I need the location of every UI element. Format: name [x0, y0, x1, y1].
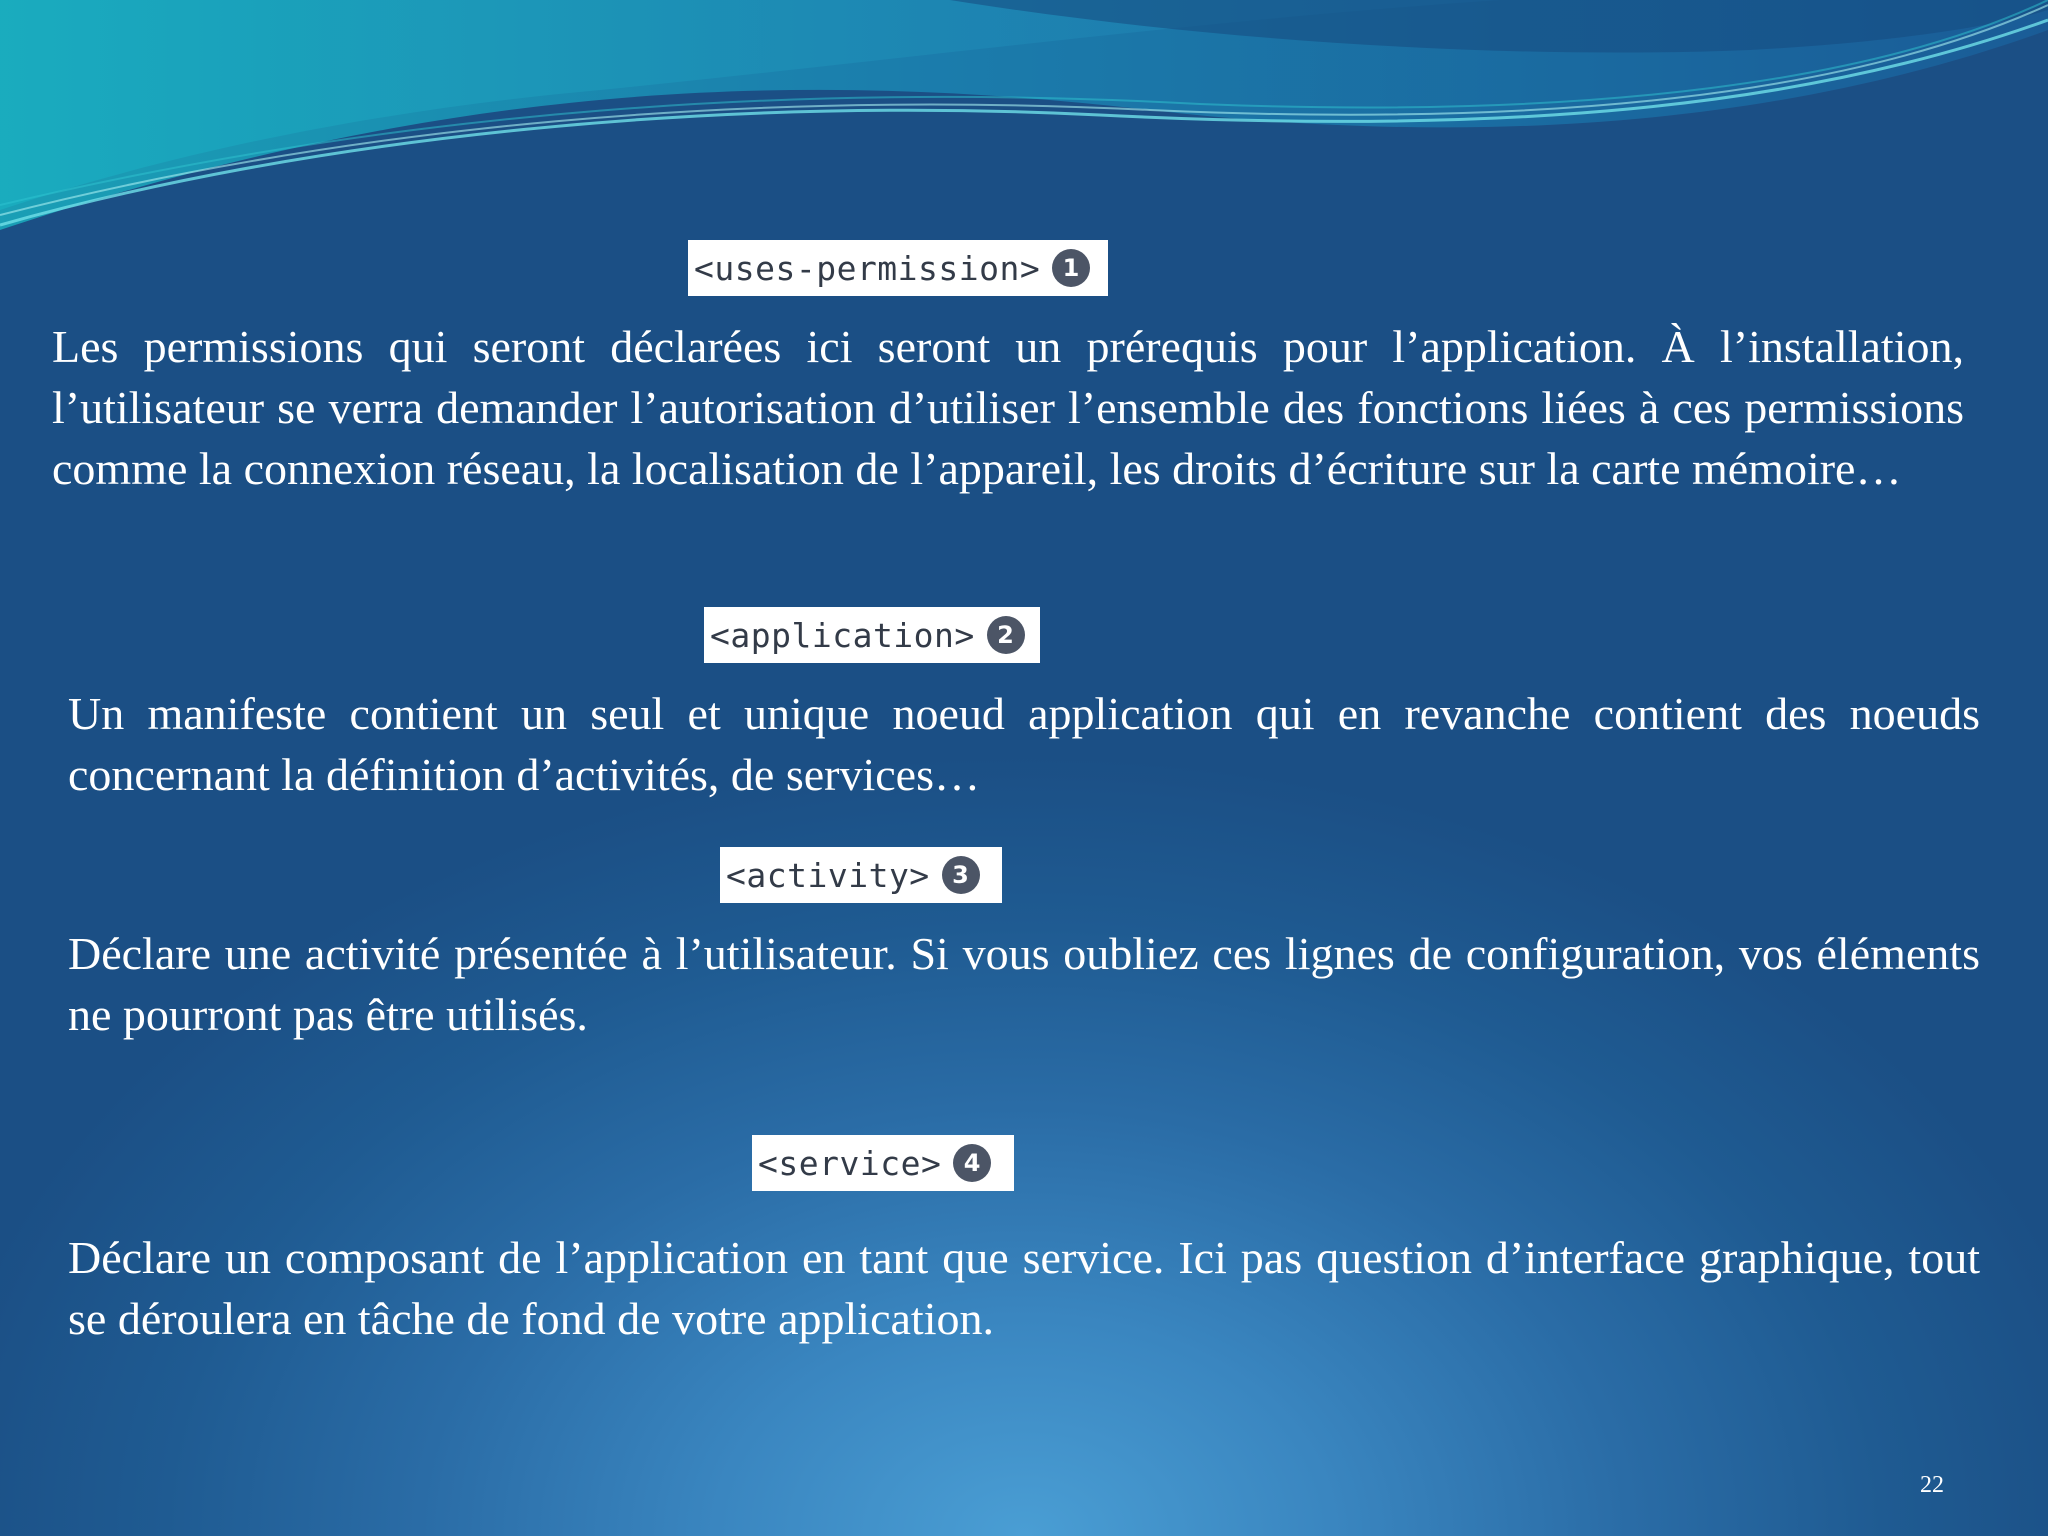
code-tag-label: <uses-permission> [694, 248, 1041, 288]
number-badge: 2 [987, 616, 1025, 654]
number-badge: 4 [953, 1144, 991, 1182]
application-description: Un manifeste contient un seul et unique noeud application qui en revanche contient des noeuds concernant la définition d’activités, de services… [68, 688, 1980, 800]
code-tag-application [704, 607, 1040, 663]
code-tag-label: <service> [758, 1143, 942, 1183]
code-tag-label: <application> [710, 615, 975, 655]
number-badge: 1 [1052, 249, 1090, 287]
service-description: Déclare un composant de l’application en tant que service. Ici pas question d’interface graphique, tout se déroulera en tâche de fond de votre application. [68, 1232, 1980, 1344]
code-tag-label: <activity> [726, 855, 930, 895]
decorative-wave [0, 0, 2048, 240]
code-tag-uses-permission [688, 240, 1108, 296]
code-tag-activity [720, 847, 1002, 903]
permission-description: Les permissions qui seront déclarées ici seront un prérequis pour l’application. À l’installation, l’utilisateur se verra demander l’autorisation d’utiliser l’ensemble des fonctions liées à ces permissions comme la connexion réseau, la localisation de l’appareil, les droits d’écriture sur la carte mémoire… [52, 321, 1964, 494]
activity-description: Déclare une activité présentée à l’utilisateur. Si vous oubliez ces lignes de configuration, vos éléments ne pourront pas être utilisés. [68, 928, 1980, 1040]
page-number: 22 [1920, 1472, 1944, 1498]
number-badge: 3 [942, 856, 980, 894]
code-tag-service [752, 1135, 1014, 1191]
